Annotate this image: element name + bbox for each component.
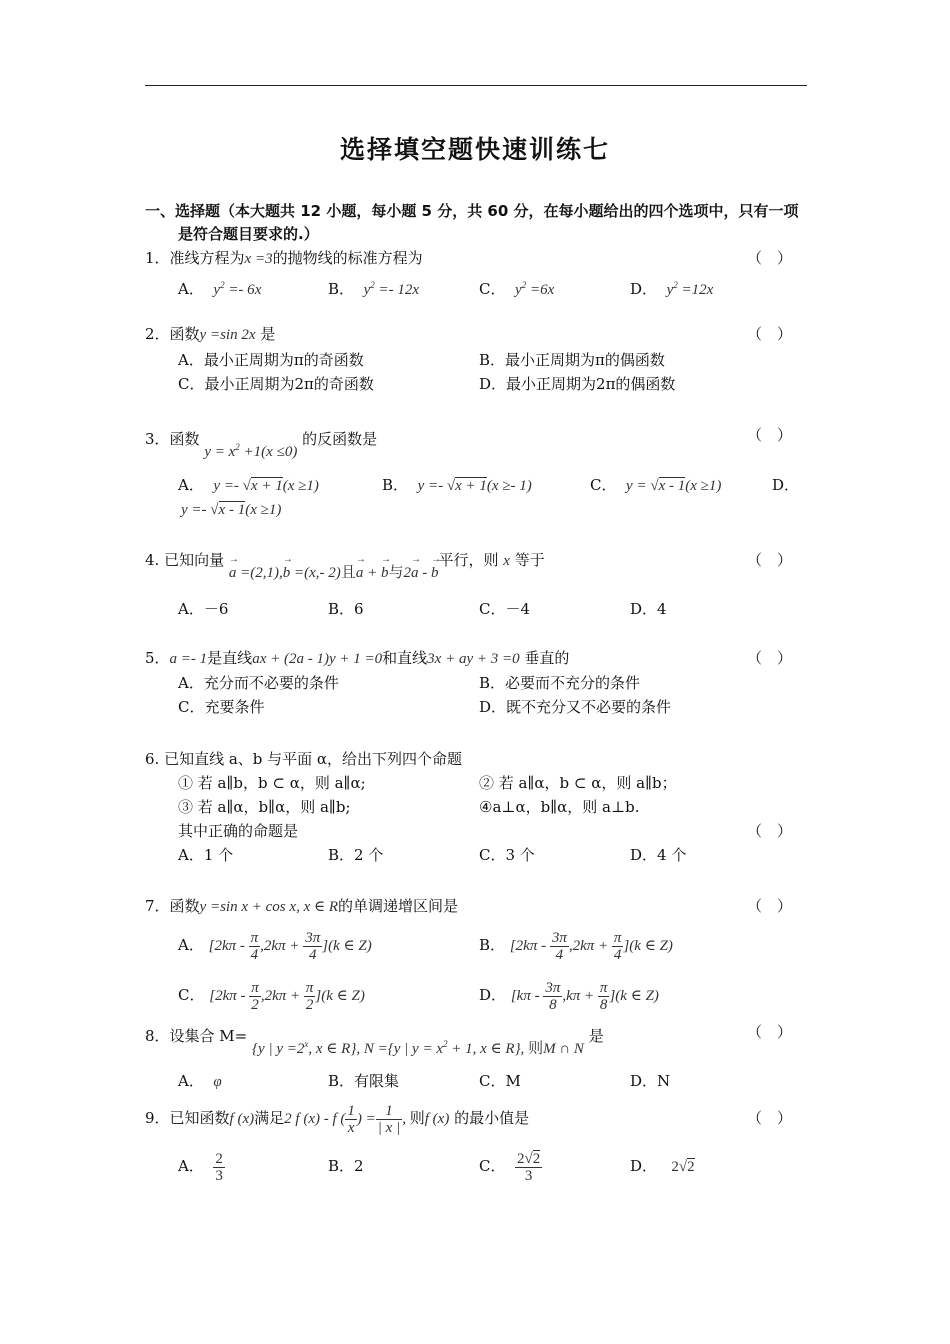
option-c: C．M <box>479 1072 521 1090</box>
propositions-row <box>145 771 810 795</box>
option-a: A．1 个 <box>178 846 234 864</box>
answer-blank: （ ） <box>746 426 792 444</box>
option-d: D．N <box>630 1072 671 1090</box>
question-stem: 3．函数 $y = x^2 +1(x \le 0)$ 的反函数是 （ ） <box>145 423 810 447</box>
proposition-2: ② 若 a∥α，b ⊂ α，则 a∥b； <box>479 774 677 792</box>
answer-blank: （ ） <box>746 649 792 667</box>
question-stem: 2．函数y =sin 2x 是 （ ） <box>145 322 810 346</box>
propositions-row <box>145 795 810 819</box>
option-b: B． y =- √x + 1(x ≥- 1) <box>382 476 532 494</box>
options-row <box>145 1069 810 1093</box>
answer-blank: （ ） <box>746 551 792 569</box>
question-6 <box>145 747 810 867</box>
question-stem: 9．已知函数f (x)满足2 f (x) - f ( $\frac{1}{x}$ ) = $\frac{1}{| x |}$ , 则f (x) 的最小值是 （ ） <box>145 1097 810 1139</box>
section-heading <box>145 200 810 246</box>
answer-blank: （ ） <box>746 1109 792 1127</box>
options-row <box>145 273 810 297</box>
question-3 <box>145 423 810 521</box>
answer-blank: （ ） <box>746 1023 792 1041</box>
options-row <box>145 920 810 970</box>
question-ask: 其中正确的命题是 （ ） <box>145 819 810 843</box>
options-row <box>145 497 810 521</box>
question-8 <box>145 1020 810 1093</box>
option-d: D．既不充分又不必要的条件 <box>479 698 672 716</box>
option-c: C．充要条件 <box>178 698 265 716</box>
option-a: A．－6 <box>178 600 229 618</box>
option-c: C． $y^2 =6x$ <box>479 280 555 298</box>
option-a: A． φ <box>178 1072 222 1090</box>
option-b: B．有限集 <box>328 1072 400 1090</box>
option-b: B． [2kπ - $\frac{3\pi}{4}$ ,2kπ + $\frac{\pi}{4}$ ](k ∈ Z) <box>479 930 673 964</box>
question-2 <box>145 322 810 396</box>
option-a: A．充分而不必要的条件 <box>178 674 339 692</box>
option-d: D．4 个 <box>630 846 687 864</box>
option-d: D． $y^2 =12x$ <box>630 280 714 298</box>
option-b: B．2 个 <box>328 846 384 864</box>
answer-blank: （ ） <box>746 897 792 915</box>
section-line-1: 一、选择题（本大题共 12 小题，每小题 5 分，共 60 分，在每小题给出的四个选项中，只有一项 <box>145 202 799 220</box>
option-a: A． $\frac{2}{3}$ <box>178 1150 223 1184</box>
header-rule <box>145 85 807 86</box>
options-row <box>145 597 810 621</box>
question-stem: 7．函数y =sin x + cos x, x ∈ R的单调递增区间是 （ ） <box>145 894 810 918</box>
options-row <box>145 843 810 867</box>
options-row <box>145 473 810 497</box>
option-c: C．－4 <box>479 600 531 618</box>
option-a: A． y =- √x + 1(x ≥1) <box>178 476 319 494</box>
question-stem: 1．准线方程为x =3的抛物线的标准方程为 （ ） <box>145 246 810 270</box>
option-c: C． y = √x - 1(x ≥1) <box>590 476 722 494</box>
question-stem: 5．a =- 1是直线ax + (2a - 1)y + 1 =0和直线3x + ay + 3 =0 垂直的 （ ） <box>145 646 810 670</box>
option-b: B．必要而不充分的条件 <box>479 674 641 692</box>
page-title: 选择填空题快速训练七 <box>339 135 610 164</box>
option-d: D．4 <box>630 600 667 618</box>
option-a: A．最小正周期为π的奇函数 <box>178 351 364 369</box>
question-stem: 8．设集合 M= {y | $y =2^x$, x ∈ R}, N ={y | $y = x^2 + 1$, x ∈ R}, 则M ∩ N 是 （ ） <box>145 1020 810 1044</box>
answer-blank: （ ） <box>746 325 792 343</box>
formula: $y = x^2 +1(x \le 0)$ <box>204 442 298 460</box>
option-c: C． [2kπ - $\frac{\pi}{2}$ ,2kπ + $\frac{\pi}{2}$ ](k ∈ Z) <box>178 980 365 1014</box>
option-d-label: D． <box>772 476 800 494</box>
option-b: B．最小正周期为π的偶函数 <box>479 351 665 369</box>
options-row <box>145 695 810 719</box>
formula: y =sin 2x <box>199 327 256 343</box>
option-b: B． $y^2 =- 12x$ <box>328 280 420 298</box>
formula: {y | $y =2^x$, x ∈ R}, N ={y | $y = x^2 + 1$, x ∈ R}, 则M ∩ N <box>252 1039 584 1057</box>
question-stem: 4. 已知向量 → a =(2,1),→ b =(x,- 2)且→ a + → b与2→ a - → b平行，则 x 等于 （ ） <box>145 548 810 572</box>
option-c: C．最小正周期为2π的奇函数 <box>178 375 374 393</box>
option-a: A． $y^2 =- 6x$ <box>178 280 262 298</box>
option-c: C．3 个 <box>479 846 535 864</box>
question-1 <box>145 246 810 297</box>
answer-blank: （ ） <box>746 249 792 267</box>
option-a: A． [2kπ - $\frac{\pi}{4}$ ,2kπ + $\frac{3\pi}{4}$ ](k ∈ Z) <box>178 930 372 964</box>
option-d: D． [kπ - $\frac{3\pi}{8}$ ,kπ + $\frac{\pi}{8}$ ](k ∈ Z) <box>479 980 659 1014</box>
section-line-2: 是符合题目要求的.） <box>178 225 319 243</box>
options-row <box>145 372 810 396</box>
option-d: D．最小正周期为2π的偶函数 <box>479 375 676 393</box>
answer-blank: （ ） <box>746 822 792 840</box>
proposition-4: ④a⊥α，b∥α，则 a⊥b. <box>479 798 640 816</box>
proposition-1: ① 若 a∥b，b ⊂ α，则 a∥α; <box>178 774 366 792</box>
option-d: D． 2√2 <box>630 1157 695 1175</box>
option-b: B．6 <box>328 600 364 618</box>
formula: x =3 <box>244 251 273 267</box>
option-b: B．2 <box>328 1157 364 1175</box>
question-stem: 6. 已知直线 a、b 与平面 α，给出下列四个命题 <box>145 750 463 768</box>
question-5 <box>145 646 810 719</box>
options-row <box>145 970 810 1020</box>
option-d: y =- √x - 1(x ≥1) <box>181 502 282 518</box>
formula: → a =(2,1),→ b =(x,- 2)且→ a + → b与2→ a - → b <box>229 565 439 581</box>
options-row <box>145 1143 810 1189</box>
options-row <box>145 671 810 695</box>
option-c: C． $\frac{2√2}{3}$ <box>479 1150 541 1184</box>
question-4 <box>145 548 810 621</box>
proposition-3: ③ 若 a∥α，b∥α，则 a∥b; <box>178 798 351 816</box>
options-row <box>145 348 810 372</box>
question-7 <box>145 894 810 1020</box>
question-9 <box>145 1097 810 1189</box>
